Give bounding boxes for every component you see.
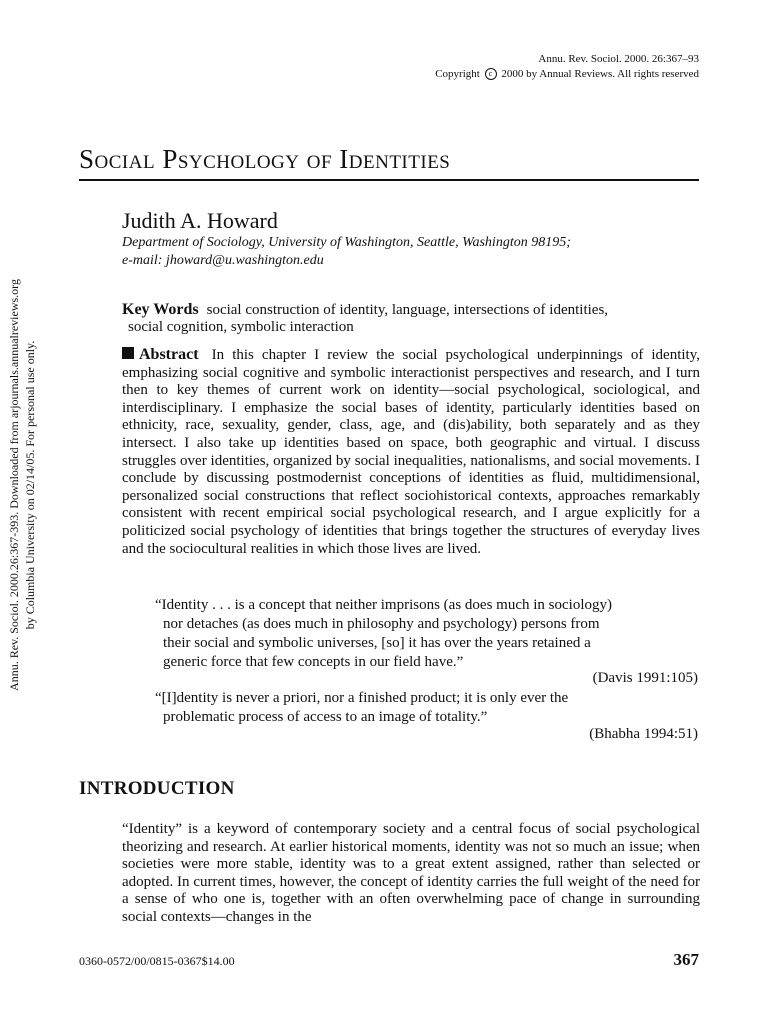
keywords-label: Key Words bbox=[122, 301, 199, 318]
abstract-text: In this chapter I review the social psychological underpinnings of identity, emphasizing social cognitive and symbolic interactionist perspectives and research, and I turn then to key themes of current work on identity—social psychological, sociological, and interdisciplinary. I emphasize the social bases of identity, particularly identities based on ethnicity, race, sexuality, gender, class, age, and (dis)ability, both separately and as they intersect. I also take up identities based on space, both geographic and virtual. I discuss struggles over identities, organized by social inequalities, nationalisms, and social movements. I conclude by discussing postmodernist conceptions of identities as fluid, multidimensional, personalized social constructions that reflect sociohistorical contexts, approaches remarkably consistent with recent empirical social psychological research, and I argue explicitly for a politicized social psychology of identities that brings together the structures of everyday lives and the sociocultural realities in which those lives are lived. bbox=[122, 347, 700, 557]
journal-header bbox=[435, 52, 699, 82]
abstract-label: Abstract bbox=[139, 346, 199, 363]
citation-line: Annu. Rev. Sociol. 2000. 26:367–93 bbox=[538, 53, 699, 65]
author-name: Judith A. Howard bbox=[122, 208, 278, 233]
square-bullet-icon bbox=[122, 347, 134, 359]
epigraph-2 bbox=[155, 689, 698, 727]
author-affiliation bbox=[122, 234, 682, 270]
abstract-block bbox=[122, 346, 700, 558]
affiliation-line: Department of Sociology, University of Washington, Seattle, Washington 98195; bbox=[122, 235, 571, 250]
footer-code: 0360-0572/00/0815-0367$14.00 bbox=[79, 954, 235, 968]
download-watermark bbox=[6, 270, 46, 700]
keywords-line-2: social cognition, symbolic interaction bbox=[128, 319, 354, 335]
copyright-suffix: 2000 by Annual Reviews. All rights reserved bbox=[501, 68, 699, 80]
watermark-line-1: Annu. Rev. Sociol. 2000.26:367-393. Downloaded from arjournals.annualreviews.org bbox=[7, 279, 21, 691]
epigraph-1 bbox=[155, 596, 698, 672]
watermark-line-2: by Columbia University on 02/14/05. For personal use only. bbox=[23, 340, 37, 630]
keywords-line-1: social construction of identity, language, intersections of identities, bbox=[206, 302, 609, 318]
title-divider bbox=[79, 179, 699, 181]
epigraph-2-citation: (Bhabha 1994:51) bbox=[589, 726, 698, 742]
introduction-paragraph: “Identity” is a keyword of contemporary society and a central focus of social psychological theorizing and research. At earlier historical moments, identity was not so much an issue; when societies were more stable, identity was to a great extent assigned, rather than selected or adopted. In current times, however, the concept of identity carries the full weight of the need for a sense of who one is, together with an often overwhelming pace of change in surrounding social contexts—changes in the bbox=[122, 821, 700, 925]
copyright-line bbox=[435, 67, 699, 82]
copyright-icon: c bbox=[485, 68, 497, 80]
section-heading-introduction: INTRODUCTION bbox=[79, 778, 235, 799]
article-title: Social Psychology of Identities bbox=[79, 144, 451, 174]
copyright-prefix: Copyright bbox=[435, 68, 480, 80]
epigraph-line: nor detaches (as does much in philosophy and psychology) persons from bbox=[163, 616, 600, 632]
epigraph-line: their social and symbolic universes, [so] it has over the years retained a bbox=[163, 635, 591, 651]
epigraph-line: problematic process of access to an image of totality.” bbox=[163, 709, 488, 725]
keywords-block bbox=[122, 301, 700, 336]
page-number: 367 bbox=[673, 950, 699, 969]
epigraph-line: generic force that few concepts in our field have.” bbox=[163, 654, 464, 670]
epigraph-1-citation: (Davis 1991:105) bbox=[592, 670, 698, 686]
epigraph-line: “[I]dentity is never a priori, nor a finished product; it is only ever the bbox=[155, 690, 569, 706]
author-email: e-mail: jhoward@u.washington.edu bbox=[122, 253, 324, 268]
epigraph-line: “Identity . . . is a concept that neither imprisons (as does much in sociology) bbox=[155, 597, 612, 613]
